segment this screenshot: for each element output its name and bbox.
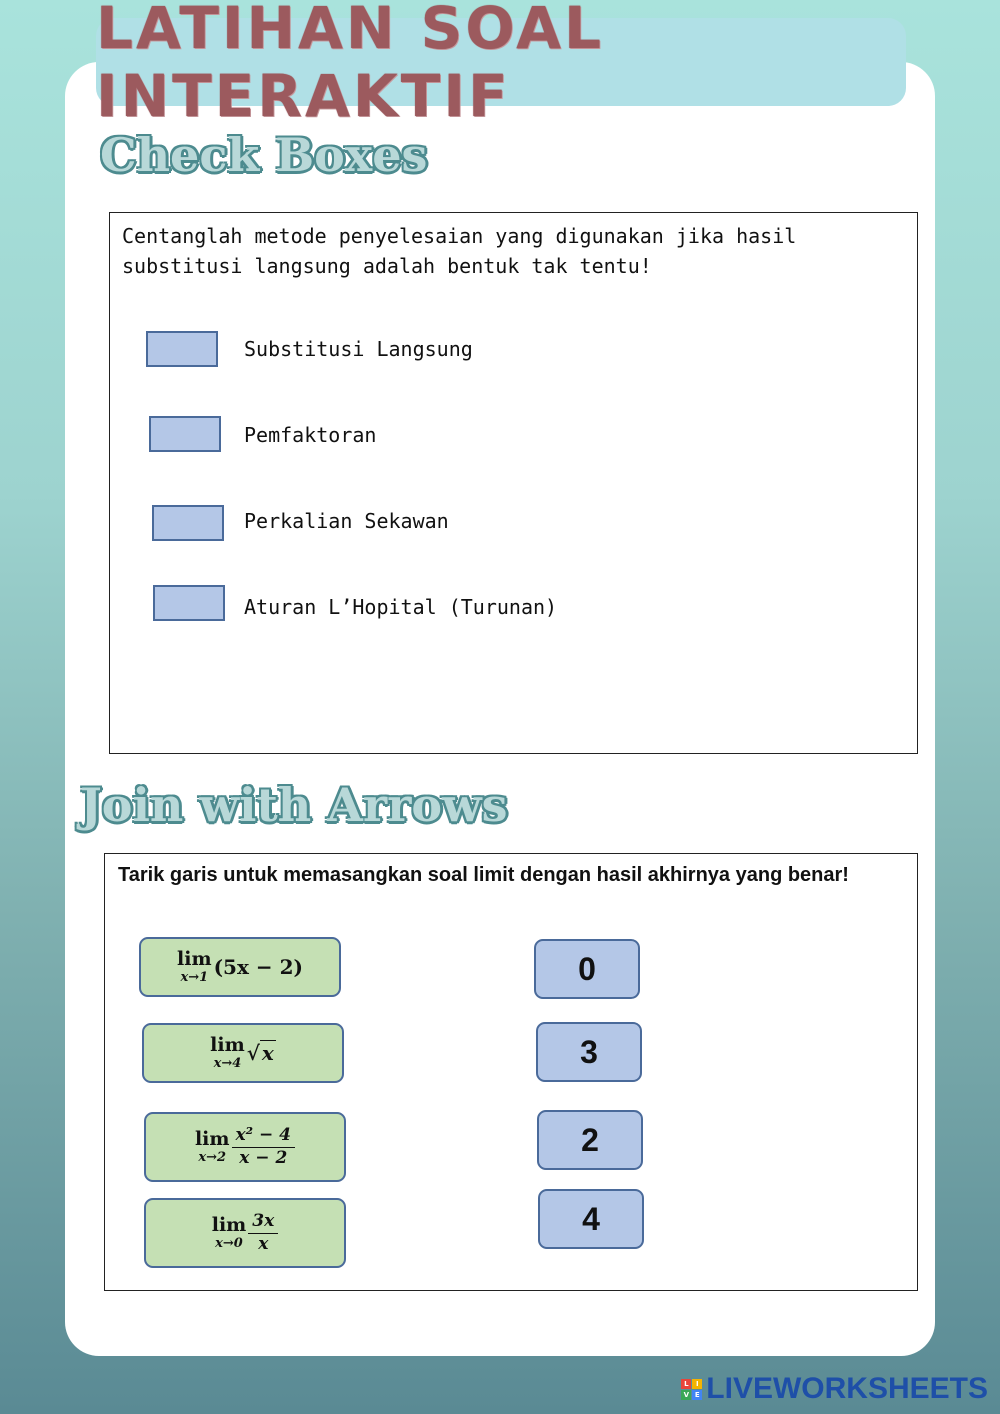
limit-expression: (5x − 2) bbox=[213, 955, 303, 979]
liveworksheets-logo-icon bbox=[681, 1379, 702, 1400]
join-arrows-panel bbox=[104, 853, 918, 1291]
check-boxes-heading: Check Boxes bbox=[100, 128, 428, 182]
answer-box-0[interactable]: 0 bbox=[534, 939, 640, 999]
square-root: √ x bbox=[246, 1041, 274, 1065]
join-with-arrows-heading: Join with Arrows bbox=[80, 778, 508, 832]
join-question: Tarik garis untuk memasangkan soal limit dengan hasil akhirnya yang benar! bbox=[118, 864, 849, 886]
page-title: LATIHAN SOAL INTERAKTIF bbox=[96, 0, 605, 130]
logo-letter: I bbox=[692, 1379, 702, 1389]
answer-box-4[interactable]: 4 bbox=[538, 1189, 644, 1249]
checkbox-label: Pemfaktoran bbox=[244, 423, 377, 447]
limit-problem-3[interactable] bbox=[144, 1112, 346, 1182]
brand-name: LIVEWORKSHEETS bbox=[706, 1372, 988, 1405]
limit-fraction: $\frac{3x}{x}$ bbox=[248, 1213, 278, 1254]
answer-box-3[interactable]: 3 bbox=[536, 1022, 642, 1082]
limit-operator: lim x→4 bbox=[210, 1034, 245, 1071]
checkbox-label: Aturan L’Hopital (Turunan) bbox=[244, 595, 558, 619]
limit-operator: lim x→2 bbox=[194, 1128, 230, 1165]
liveworksheets-brand bbox=[681, 1372, 988, 1406]
limit-operator: lim x→0 bbox=[211, 1214, 247, 1251]
logo-letter: E bbox=[692, 1390, 702, 1400]
checkbox-aturan-lhopital[interactable] bbox=[153, 585, 225, 621]
check-boxes-panel bbox=[109, 212, 918, 754]
limit-problem-2[interactable] bbox=[142, 1023, 344, 1083]
logo-letter: V bbox=[681, 1390, 691, 1400]
checkbox-perkalian-sekawan[interactable] bbox=[152, 505, 224, 541]
answer-box-2[interactable]: 2 bbox=[537, 1110, 643, 1170]
check-question: Centanglah metode penyelesaian yang digunakan jika hasil substitusi langsung adalah bentuk tak tentu! bbox=[122, 224, 797, 278]
checkbox-substitusi-langsung[interactable] bbox=[146, 331, 218, 367]
checkbox-pemfaktoran[interactable] bbox=[149, 416, 221, 452]
logo-letter: L bbox=[681, 1379, 691, 1389]
limit-fraction: $\frac{\text{x² − 4}}{x - 2}$ bbox=[232, 1127, 296, 1168]
checkbox-label: Substitusi Langsung bbox=[244, 337, 473, 361]
checkbox-label: Perkalian Sekawan bbox=[244, 509, 449, 533]
header-banner bbox=[96, 0, 906, 130]
limit-problem-4[interactable] bbox=[144, 1198, 346, 1268]
limit-problem-1[interactable] bbox=[139, 937, 341, 997]
limit-operator: lim x→1 bbox=[177, 948, 212, 985]
